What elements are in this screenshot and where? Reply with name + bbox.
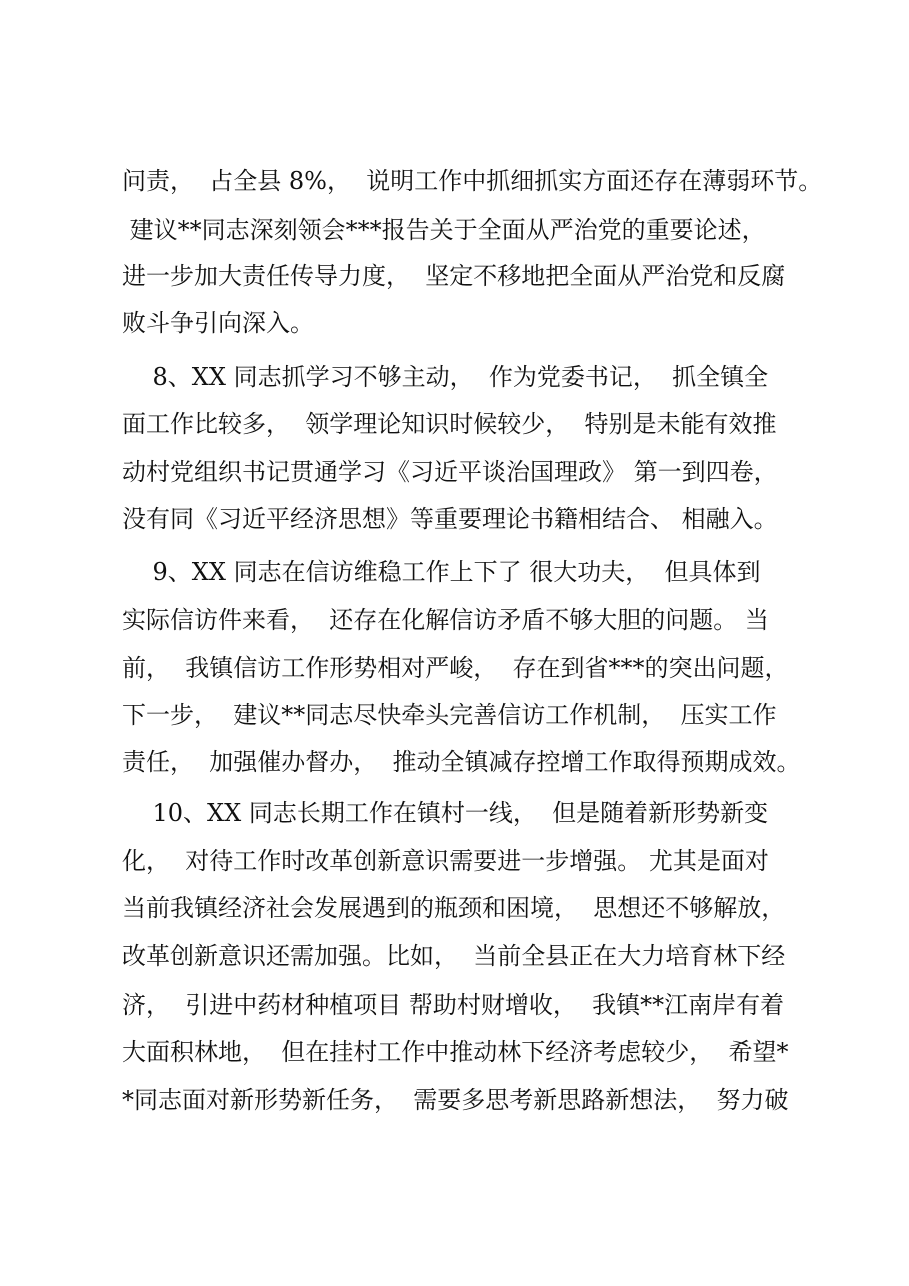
text-line: 动村党组织书记贯通学习《习近平谈治国理政》 第一到四卷， <box>122 458 778 486</box>
text-line: 当前我镇经济社会发展遇到的瓶颈和困境， 思想还不够解放， <box>122 894 786 922</box>
text-line: 大面积林地， 但在挂村工作中推动林下经济考虑较少， 希望* <box>122 1038 789 1066</box>
text-line: 8、XX 同志抓学习不够主动， 作为党委书记， 抓全镇全 <box>122 363 769 391</box>
text-line: 建议**同志深刻领会***报告关于全面从严治党的重要论述， <box>122 216 766 244</box>
text-line: 面工作比较多， 领学理论知识时候较少， 特别是未能有效推 <box>122 410 777 438</box>
text-line: 下一步， 建议**同志尽快牵头完善信访工作机制， 压实工作 <box>122 701 777 729</box>
text-line: 9、XX 同志在信访维稳工作上下了 很大功夫， 但具体到 <box>122 558 761 586</box>
text-line: 实际信访件来看， 还存在化解信访矛盾不够大胆的问题。 当 <box>122 606 769 634</box>
text-line: 没有同《习近平经济思想》等重要理论书籍相结合、 相融入。 <box>122 505 778 533</box>
text-line: 化， 对待工作时改革创新意识需要进一步增强。 尤其是面对 <box>122 847 769 875</box>
text-line: *同志面对新形势新任务， 需要多思考新思路新想法， 努力破 <box>122 1086 789 1114</box>
text-line: 责任， 加强催办督办， 推动全镇减存控增工作取得预期成效。 <box>122 748 801 776</box>
text-line: 10、XX 同志长期工作在镇村一线， 但是随着新形势新变 <box>122 799 769 827</box>
text-line: 问责， 占全县 8%， 说明工作中抓细抓实方面还存在薄弱环节。 <box>122 167 823 195</box>
text-line: 济， 引进中药材种植项目 帮助村财增收， 我镇**江南岸有着 <box>122 991 785 1019</box>
text-line: 进一步加大责任传导力度， 坚定不移地把全面从严治党和反腐 <box>122 262 786 290</box>
text-line: 前， 我镇信访工作形势相对严峻， 存在到省***的突出问题， <box>122 654 789 682</box>
text-line: 改革创新意识还需加强。比如， 当前全县正在大力培育林下经 <box>122 942 786 970</box>
text-line: 败斗争引向深入。 <box>122 309 314 337</box>
